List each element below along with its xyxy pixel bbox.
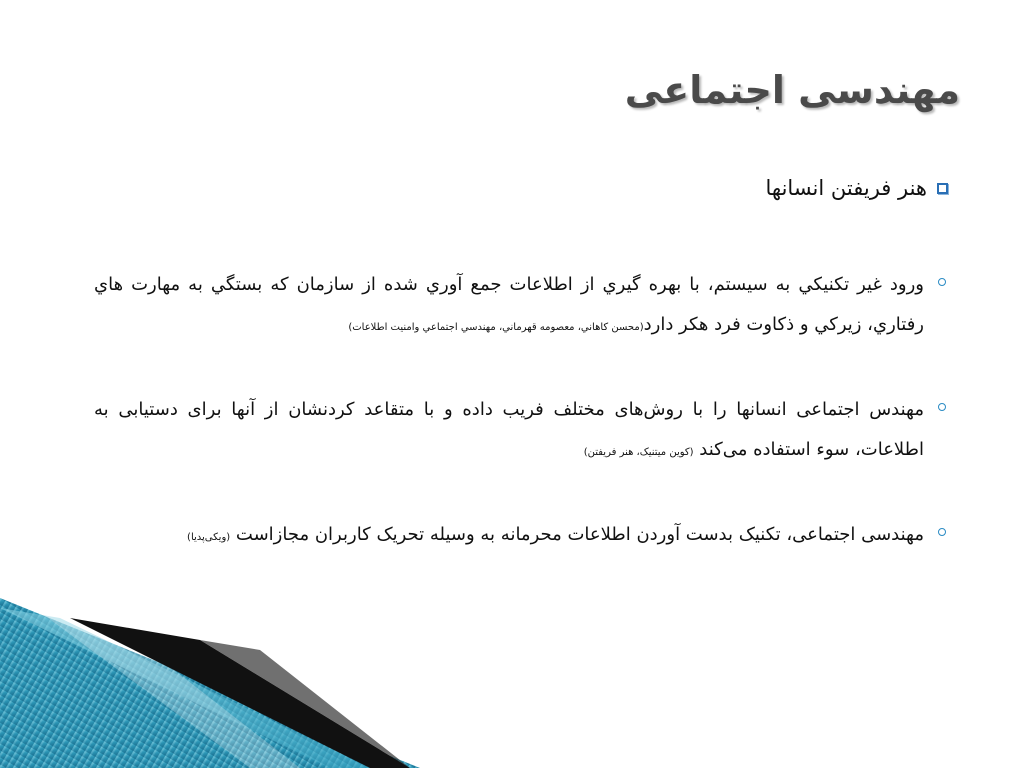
bullet-item-text: مهندس اجتماعی انسانها را با روش‌های مختلف فریب داده و با متقاعد کردنشان از آنها برای دستیابی به اطلاعات، سوء استفاده می‌کند	[94, 399, 924, 460]
bullet-item-1	[94, 265, 924, 348]
ring-bullet-icon	[938, 528, 946, 536]
square-bullet-icon	[937, 183, 948, 194]
ring-bullet-icon	[938, 278, 946, 286]
bullet-item-2	[94, 390, 924, 473]
heading-row	[248, 176, 948, 200]
slide-title: مهندسی اجتماعی	[624, 68, 960, 112]
bullet-item-citation: (محسن كاهاني، معصومه قهرماني، مهندسي اجتماعي وامنيت اطلاعات)	[348, 322, 644, 333]
bullet-item-text: مهندسی اجتماعی، تکنیک بدست آوردن اطلاعات محرمانه به وسیله تحریک کاربران مجازاست	[235, 524, 924, 545]
ring-bullet-icon	[938, 403, 946, 411]
bullet-item-text: ورود غير تكنيكي به سيستم، با بهره گيري از اطلاعات جمع آوري شده از سازمان كه بستگي به مهارت هاي رفتاري، زيركي و ذكاوت فرد هكر دارد	[94, 274, 924, 335]
heading-text: هنر فریفتن انسانها	[765, 176, 927, 200]
bullet-item-3	[94, 515, 924, 558]
decorative-corner-graphic	[0, 598, 1024, 768]
bullet-item-citation: (ویکی‌پدیا)	[187, 532, 231, 543]
bullet-item-citation: (کوین میتنیک، هنر فریفتن)	[583, 447, 694, 458]
